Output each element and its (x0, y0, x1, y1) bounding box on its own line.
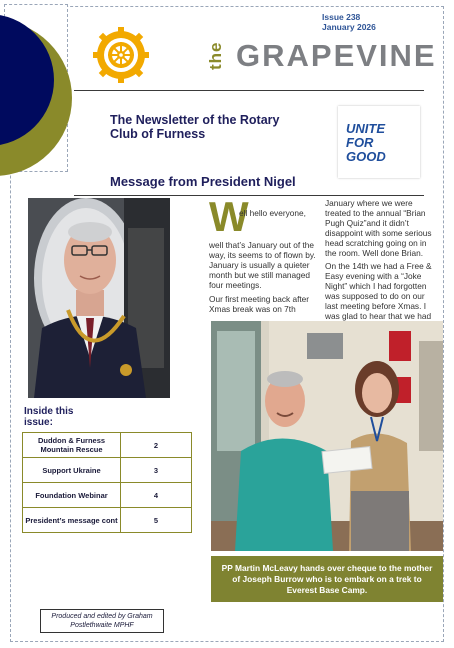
contents-label: Support Ukraine (23, 458, 121, 483)
contents-row[interactable] (23, 483, 192, 508)
masthead-title: GRAPEVINE (236, 38, 437, 73)
subtitle-line: Club of Furness (110, 127, 206, 141)
inside-heading-line: Inside this (24, 406, 74, 417)
inside-heading-line: issue: (24, 417, 53, 428)
contents-page: 4 (121, 483, 192, 508)
contents-row[interactable] (23, 458, 192, 483)
cheque-presentation-photo (211, 321, 443, 551)
divider (74, 90, 424, 91)
contents-label: Foundation Webinar (23, 483, 121, 508)
credit-line: Produced and edited by Graham (51, 613, 153, 620)
subtitle-line: The Newsletter of the Rotary (110, 113, 280, 127)
contents-label: President’s message cont (23, 508, 121, 533)
article-paragraph: January where we were treated to the annual “Brian Pugh Quiz”and it didn’t disappoint with some serious head scratching going on in the room. Well done Brian. (325, 198, 432, 258)
masthead-the: the (206, 41, 225, 70)
divider (74, 195, 424, 196)
contents-label: Duddon & Furness Mountain Rescue (23, 433, 121, 458)
newsletter-subtitle (110, 113, 330, 141)
contents-row[interactable] (23, 433, 192, 458)
badge-text (346, 122, 386, 164)
rotary-wheel-icon (92, 26, 150, 84)
article-heading: Message from President Nigel (110, 174, 296, 189)
badge-line: UNITE (346, 121, 385, 136)
inside-issue-heading (24, 406, 73, 428)
contents-row[interactable] (23, 508, 192, 533)
credit-line: Postlethwaite MPHF (70, 622, 134, 629)
contents-page: 3 (121, 458, 192, 483)
unite-for-good-badge (338, 106, 420, 178)
issue-number: Issue 238 (322, 12, 361, 22)
contents-table (22, 432, 192, 533)
issue-date: January 2026 (322, 22, 376, 32)
masthead-circle-graphic (0, 0, 80, 180)
article-paragraph: well that’s January out of the way, its seems to of flown by. January is usually a quieter month but we still managed four meetings. (209, 240, 316, 290)
president-portrait-image (28, 198, 170, 398)
contents-page: 5 (121, 508, 192, 533)
article-paragraph: On the 14th we had a Free & Easy evening with a “Joke Night” which I had forgotten was supposed to do on our last meeting before Xmas. I was glad to hear that we had (325, 261, 432, 321)
issue-info (322, 12, 376, 32)
editor-credit (40, 609, 164, 633)
badge-line: GOOD (346, 149, 386, 164)
photo-caption: PP Martin McLeavy hands over cheque to the mother of Joseph Burrow who is to embark on a trek to Everest Base Camp. (211, 556, 443, 602)
badge-line: FOR (346, 135, 374, 150)
drop-cap: W (209, 193, 249, 240)
contents-page: 2 (121, 433, 192, 458)
article-paragraph: ell hello everyone, (239, 208, 306, 218)
article-paragraph: Our first meeting back after Xmas break was on 7th (209, 294, 310, 314)
